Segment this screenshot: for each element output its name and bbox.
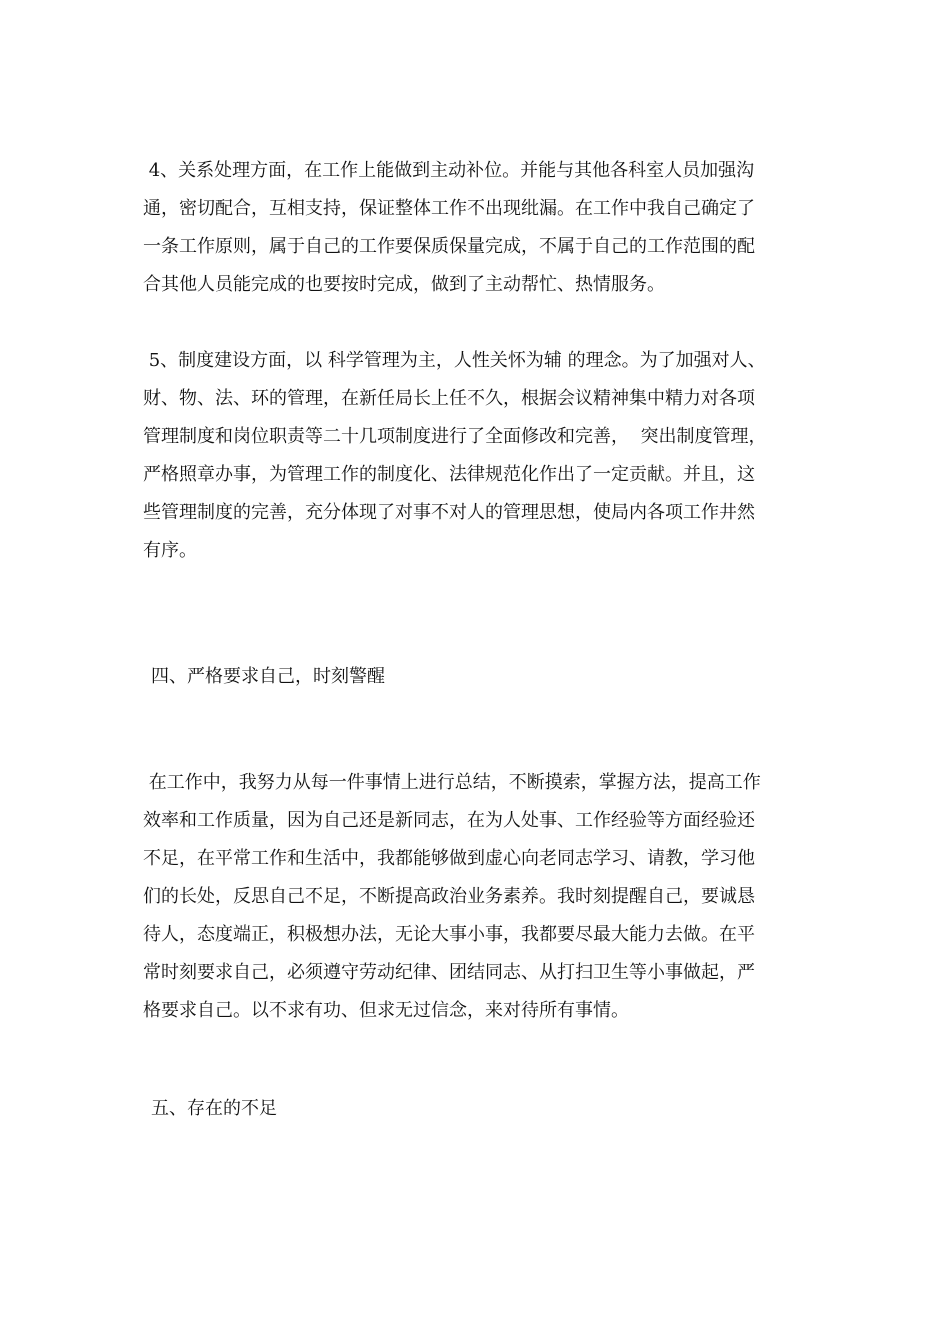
paragraph-system-building: [143, 342, 808, 570]
section-heading-five: [143, 1090, 808, 1128]
text-line: 格要求自己。以不求有功、但求无过信念，来对待所有事情。: [143, 1000, 629, 1021]
text-line: 些管理制度的完善，充分体现了对事不对人的管理思想，使局内各项工作井然: [143, 502, 755, 523]
text-line: 常时刻要求自己，必须遵守劳动纪律、团结同志、从打扫卫生等小事做起，严: [143, 962, 755, 983]
text-line: 严格照章办事，为管理工作的制度化、法律规范化作出了一定贡献。并且，这: [143, 464, 755, 485]
paragraph-self-discipline: [143, 764, 808, 1030]
text-line: 有序。: [143, 540, 197, 561]
text-line: 效率和工作质量，因为自己还是新同志，在为人处事、工作经验等方面经验还: [143, 810, 755, 831]
text-line: 管理制度和岗位职责等二十几项制度进行了全面修改和完善， 突出制度管理，: [143, 426, 767, 447]
section-heading-four: [143, 658, 808, 696]
text-line: 待人，态度端正，积极想办法，无论大事小事，我都要尽最大能力去做。在平: [143, 924, 755, 945]
text-line: 合其他人员能完成的也要按时完成，做到了主动帮忙、热情服务。: [143, 274, 665, 295]
paragraph-relationship-handling: [143, 152, 808, 304]
heading-text: 四、严格要求自己，时刻警醒: [151, 666, 385, 687]
text-line: 通，密切配合，互相支持，保证整体工作不出现纰漏。在工作中我自己确定了: [143, 198, 755, 219]
text-line: 5、制度建设方面，以 科学管理为主，人性关怀为辅 的理念。为了加强对人、: [143, 350, 766, 371]
text-line: 一条工作原则，属于自己的工作要保质保量完成，不属于自己的工作范围的配: [143, 236, 755, 257]
text-line: 们的长处，反思自己不足，不断提高政治业务素养。我时刻提醒自己，要诚恳: [143, 886, 755, 907]
text-line: 财、物、法、环的管理，在新任局长上任不久，根据会议精神集中精力对各项: [143, 388, 755, 409]
text-line: 在工作中，我努力从每一件事情上进行总结，不断摸索，掌握方法，提高工作: [143, 772, 761, 793]
text-line: 4、关系处理方面，在工作上能做到主动补位。并能与其他各科室人员加强沟: [143, 160, 755, 181]
text-line: 不足，在平常工作和生活中，我都能够做到虚心向老同志学习、请教，学习他: [143, 848, 755, 869]
heading-text: 五、存在的不足: [151, 1098, 277, 1119]
